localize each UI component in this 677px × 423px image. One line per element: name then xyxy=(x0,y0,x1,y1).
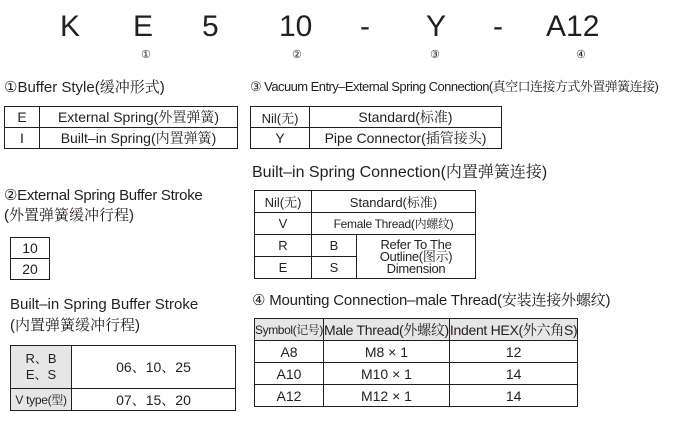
table-row xyxy=(255,213,476,235)
table-header-row xyxy=(255,319,578,341)
conn-code-nil: Nil(无) xyxy=(255,191,312,213)
table-row xyxy=(5,128,238,149)
code-part-5: 5 xyxy=(202,10,219,43)
mounting-thread: M8 × 1 xyxy=(324,341,450,363)
marker-1: ① xyxy=(141,49,151,61)
label-es: E、S xyxy=(25,367,57,382)
code-part-y: Y xyxy=(426,10,447,43)
builtin-stroke-title-line2: (内置弹簧缓冲行程) xyxy=(10,317,140,334)
vacuum-code-y: Y xyxy=(251,128,310,149)
mounting-header-thread: Male Thread(外螺纹) xyxy=(324,319,450,341)
table-row xyxy=(251,107,502,128)
table-row xyxy=(11,259,50,280)
mounting-thread: M10 × 1 xyxy=(324,363,450,385)
mounting-title: ④ Mounting Connection–male Thread(安装连接外螺纹) xyxy=(252,292,611,309)
conn-desc-female: Female Thread(内螺纹) xyxy=(312,213,476,235)
table-row xyxy=(11,238,50,259)
conn-code-e: E xyxy=(255,257,312,279)
table-row xyxy=(5,107,238,128)
vacuum-code-nil: Nil(无) xyxy=(251,107,310,128)
table-row xyxy=(251,128,502,149)
builtin-stroke-value-1: 06、10、25 xyxy=(72,346,236,389)
buffer-desc-builtin: Built–in Spring(内置弹簧) xyxy=(40,128,238,149)
buffer-code-i: I xyxy=(5,128,40,149)
mounting-hex: 12 xyxy=(449,341,577,363)
code-dash-1: - xyxy=(360,10,370,43)
mounting-symbol: A10 xyxy=(255,363,324,385)
conn-note-line3: Dimension xyxy=(386,260,446,276)
conn-note-line1: Refer To The xyxy=(380,236,452,252)
mounting-thread: M12 × 1 xyxy=(324,385,450,407)
mounting-header-symbol: Symbol(记号) xyxy=(255,319,324,341)
conn-code-r: R xyxy=(255,235,312,257)
external-stroke-title-line1: ②External Spring Buffer Stroke xyxy=(4,187,203,204)
vacuum-entry-title: ③ Vacuum Entry–External Spring Connection(真空口连接方式外置弹簧连接) xyxy=(250,79,659,94)
table-row xyxy=(255,341,578,363)
builtin-stroke-value-2: 07、15、20 xyxy=(72,389,236,411)
mounting-hex: 14 xyxy=(449,363,577,385)
mounting-hex: 14 xyxy=(449,385,577,407)
conn-code-v: V xyxy=(255,213,312,235)
buffer-desc-external: External Spring(外置弹簧) xyxy=(40,107,238,128)
marker-4: ④ xyxy=(576,49,586,61)
conn-note-line2: Outline(图示) xyxy=(379,248,453,264)
marker-3: ③ xyxy=(430,49,440,61)
buffer-code-e: E xyxy=(5,107,40,128)
marker-2: ② xyxy=(292,49,302,61)
mounting-header-hex: Indent HEX(外六角S) xyxy=(449,319,577,341)
table-row xyxy=(11,389,236,411)
conn-note xyxy=(357,235,476,279)
external-stroke-title-line2: (外置弹簧缓冲行程) xyxy=(4,207,134,224)
stroke-value-20: 20 xyxy=(11,259,50,280)
table-row xyxy=(255,363,578,385)
conn-desc-standard: Standard(标准) xyxy=(312,191,476,213)
builtin-stroke-title-line1: Built–in Spring Buffer Stroke xyxy=(10,296,199,313)
table-row xyxy=(255,385,578,407)
vacuum-entry-table xyxy=(250,106,502,149)
mounting-symbol: A12 xyxy=(255,385,324,407)
stroke-value-10: 10 xyxy=(11,238,50,259)
code-part-k: K xyxy=(60,10,81,43)
conn-sub-s: S xyxy=(312,257,357,279)
builtin-connection-title: Built–in Spring Connection(内置弹簧连接) xyxy=(252,164,548,181)
builtin-stroke-label-v: V type(型) xyxy=(11,389,72,411)
buffer-style-title: ①Buffer Style(缓冲形式) xyxy=(4,79,165,96)
builtin-stroke-table xyxy=(10,345,236,411)
mounting-symbol: A8 xyxy=(255,341,324,363)
buffer-style-table xyxy=(4,106,238,149)
code-part-e: E xyxy=(133,10,154,43)
table-row xyxy=(11,346,236,389)
code-part-a12: A12 xyxy=(546,10,600,43)
external-stroke-table xyxy=(10,237,50,280)
table-row xyxy=(255,191,476,213)
mounting-table xyxy=(254,318,578,407)
conn-sub-b: B xyxy=(312,235,357,257)
builtin-stroke-label-rbes xyxy=(11,346,72,389)
table-row xyxy=(255,235,476,257)
code-part-10: 10 xyxy=(279,10,313,43)
builtin-connection-table xyxy=(254,190,476,279)
code-dash-2: - xyxy=(493,10,503,43)
label-rb: R、B xyxy=(25,351,57,366)
vacuum-desc-standard: Standard(标准) xyxy=(310,107,502,128)
vacuum-desc-pipe: Pipe Connector(插管接头) xyxy=(310,128,502,149)
